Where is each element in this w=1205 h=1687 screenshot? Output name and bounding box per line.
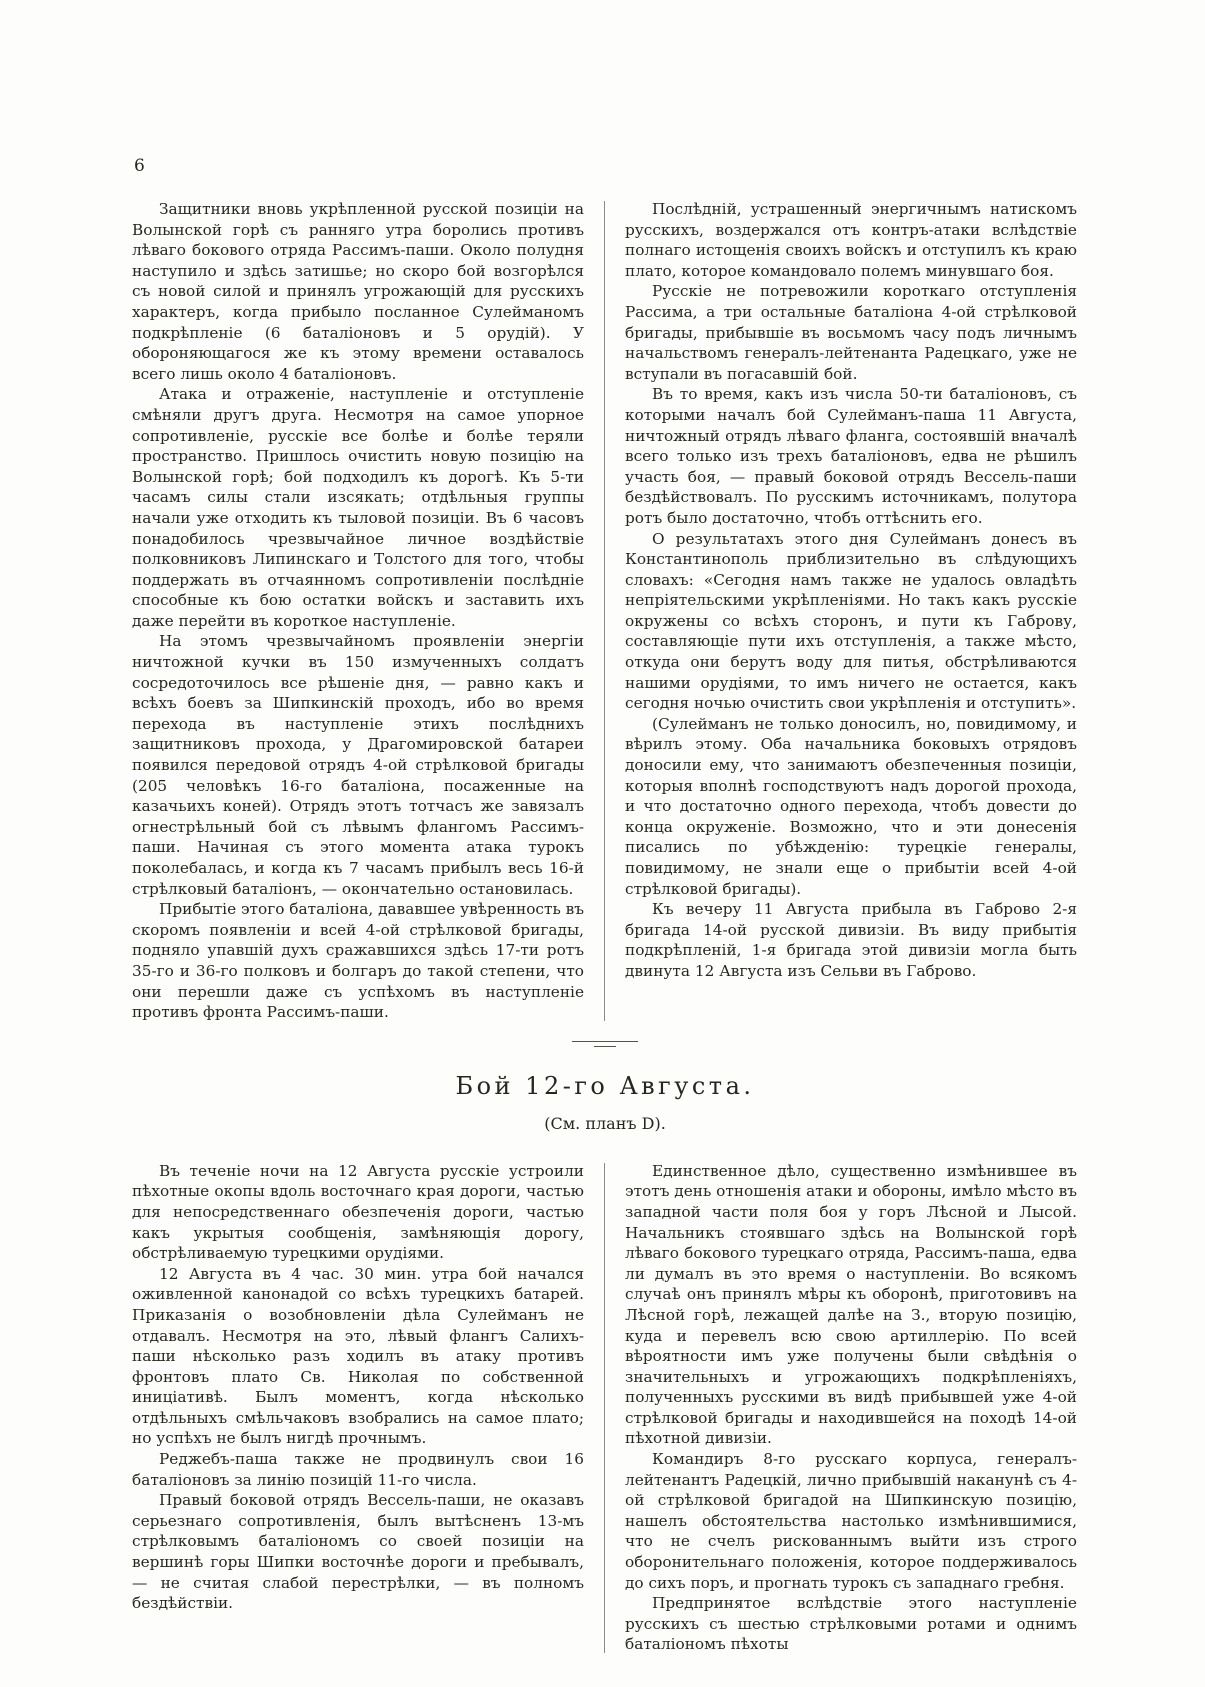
paragraph: Въ то время, какъ изъ числа 50-ти баталіоновъ, съ которыми началъ бой Сулейманъ-паша 11 Августа, ничтожный отрядъ лѣваго фланга, состоявшій вначалѣ всего только изъ трехъ баталіоновъ, едва не рѣшилъ участь боя, — правый боковой отрядъ Вессель-паши бездѣйствовалъ. По русскимъ источникамъ, полутора ротъ было достаточно, чтобъ оттѣснить его.	[625, 385, 1077, 527]
paragraph: Защитники вновь укрѣпленной русской позиціи на Волынской горѣ съ ранняго утра боролись противъ лѣваго бокового отряда Рассимъ-паши. Около полудня наступило и здѣсь затишье; но скоро бой возгорѣлся съ новой силой и принялъ угрожающій для русскихъ характеръ, когда прибыло посланное Сулейманомъ подкрѣпленіе (6 баталіоновъ и 5 орудій). У обороняющагося же къ этому времени оставалось всего лишь около 4 баталіоновъ.	[132, 200, 584, 383]
paragraph: Въ теченіе ночи на 12 Августа русскіе устроили пѣхотные окопы вдоль восточнаго края дороги, частью для непосредственнаго обезпеченія дороги, частью какъ укрытыя сообщенія, замѣняющія дорогу, обстрѣливаемую турецкими орудіями.	[132, 1161, 584, 1263]
page-content	[132, 158, 1078, 1655]
paragraph: Русскіе не потревожили короткаго отступленія Рассима, а три остальные баталіона 4-ой стрѣлковой бригады, прибывшіе въ восьмомъ часу подъ личнымъ начальствомъ генералъ-лейтенанта Радецкаго, уже не вступали въ погасавшій бой.	[625, 282, 1077, 383]
section-1	[132, 199, 1078, 1023]
paragraph: Единственное дѣло, существенно измѣнившее въ этотъ день отношенія атаки и обороны, имѣло мѣсто въ западной части поля боя у горъ Лѣсной и Лысой. Начальникъ стоявшаго здѣсь на Волынской горѣ лѣваго бокового турецкаго отряда, Рассимъ-паша, едва ли думалъ въ это время о наступленіи. Во всякомъ случаѣ онъ принялъ мѣры къ оборонѣ, приготовивъ на Лѣсной горѣ, лежащей далѣе на З., вторую позицію, куда и перевелъ всю свою артиллерію. По всей вѣроятности имъ уже получены были свѣдѣнія о значительныхъ и угрожающихъ подкрѣпленіяхъ, полученныхъ русскими въ видѣ прибывшей уже 4-ой стрѣлковой бригады и находившейся на походѣ 14-ой пѣхотной дивизіи.	[625, 1161, 1077, 1448]
paragraph: Прибытіе этого баталіона, дававшее увѣренность въ скоромъ появленіи и всей 4-ой стрѣлковой бригады, подняло упавшій духъ сражавшихся здѣсь 17-ти ротъ 35-го и 36-го полковъ и болгаръ до такой степени, что они перешли даже съ успѣхомъ въ наступленіе противъ фронта Рассимъ-паши.	[132, 900, 584, 1022]
section-1-left-column	[132, 199, 584, 1023]
section-2	[132, 1161, 1078, 1655]
paragraph: Послѣдній, устрашенный энергичнымъ натискомъ русскихъ, воздержался отъ контръ-атаки вслѣдствіе полнаго истощенія своихъ войскъ и отступилъ къ краю плато, которое командовало полемъ минувшаго боя.	[625, 200, 1077, 280]
section-2-left-column	[132, 1161, 584, 1655]
section-break-rule	[572, 1041, 638, 1042]
column-divider-rule	[604, 1163, 605, 1653]
page-number: 6	[134, 156, 145, 176]
column-divider-rule	[604, 201, 605, 1021]
paragraph: Предпринятое вслѣдствіе этого наступленіе русскихъ съ шестью стрѣлковыми ротами и однимъ баталіономъ пѣхоты	[625, 1594, 1077, 1654]
chapter-subheading: (См. планъ D).	[544, 1113, 666, 1133]
paragraph: О результатахъ этого дня Сулейманъ донесъ въ Константинополь приблизительно въ слѣдующихъ словахъ: «Сегодня намъ также не удалось овладѣть непріятельскими укрѣпленіями. Но такъ какъ русскіе окружены со всѣхъ сторонъ, и пути къ Габрову, составляющіе пути ихъ отступленія, а также мѣсто, откуда они берутъ воду для питья, обстрѣливаются нашими орудіями, то имъ ничего не остается, какъ сегодня ночью очистить свои укрѣпленія и отступить».	[625, 529, 1077, 713]
section-break-rule-small	[594, 1046, 616, 1047]
paragraph: Атака и отраженіе, наступленіе и отступленіе смѣняли другъ друга. Несмотря на самое упорное сопротивленіе, русскіе все болѣе и болѣе теряли пространство. Пришлось очистить новую позицію на Волынской горѣ; бой подходилъ къ дорогѣ. Къ 5-ти часамъ силы стали изсякать; отдѣльныя группы начали уже отходить къ тыловой позиціи. Въ 6 часовъ понадобилось чрезвычайное личное воздѣйствіе полковниковъ Липинскаго и Толстого для того, чтобы поддержать въ отчаянномъ сопротивленіи послѣдніе способные къ бою остатки войскъ и заставить ихъ даже перейти въ короткое наступленіе.	[132, 385, 584, 630]
paragraph: Реджебъ-паша также не продвинулъ свои 16 баталіоновъ за линію позицій 11-го числа.	[132, 1450, 584, 1489]
paragraph: 12 Августа въ 4 час. 30 мин. утра бой начался оживленной канонадой со всѣхъ турецкихъ батарей. Приказанія о возобновленіи дѣла Сулейманъ не отдавалъ. Несмотря на это, лѣвый флангъ Салихъ-паши нѣсколько разъ ходилъ въ атаку противъ фронтовъ плато Св. Николая по собственной иниціативѣ. Былъ моментъ, когда нѣсколько отдѣльныхъ смѣльчаковъ взобрались на самое плато; но успѣхъ не былъ нигдѣ прочнымъ.	[132, 1264, 584, 1448]
paragraph: Правый боковой отрядъ Вессель-паши, не оказавъ серьезнаго сопротивленія, былъ вытѣсненъ 13-мъ стрѣлковымъ баталіономъ со своей позиціи на вершинѣ горы Шипки восточнѣе дороги и пребывалъ, — не считая слабой перестрѣлки, — въ полномъ бездѣйствіи.	[132, 1491, 584, 1613]
paragraph: Къ вечеру 11 Августа прибыла въ Габрово 2-я бригада 14-ой русской дивизіи. Въ виду прибытія подкрѣпленій, 1-я бригада этой дивизіи могла быть двинута 12 Августа изъ Сельви въ Габрово.	[625, 900, 1077, 980]
paragraph: (Сулейманъ не только доносилъ, но, повидимому, и вѣрилъ этому. Оба начальника боковыхъ отрядовъ доносили ему, что занимаютъ обезпеченныя позиціи, которыя вполнѣ господствуютъ надъ дорогой прохода, и что достаточно одного перехода, чтобъ довести до конца окруженіе. Возможно, что и эти донесенія писались по убѣжденію: турецкіе генералы, повидимому, не знали еще о прибытіи всей 4-ой стрѣлковой бригады).	[625, 714, 1077, 898]
section-2-right-column	[625, 1161, 1077, 1655]
section-1-right-column	[625, 199, 1077, 1023]
paragraph: На этомъ чрезвычайномъ проявленіи энергіи ничтожной кучки въ 150 измученныхъ солдатъ сосредоточилось все рѣшеніе дня, — равно какъ и всѣхъ боевъ за Шипкинскій проходъ, ибо во время перехода въ наступленіе этихъ послѣднихъ защитниковъ прохода, у Драгомировской батареи появился передовой отрядъ 4-ой стрѣлковой бригады (205 человѣкъ 16-го баталіона, посаженные на казачьихъ коней). Отрядъ этотъ тотчасъ же завязалъ огнестрѣльный бой съ лѣвымъ флангомъ Рассимъ-паши. Начиная съ этого момента атака турокъ поколебалась, и когда къ 7 часамъ прибылъ весь 16-й стрѣлковый баталіонъ, — окончательно остановилась.	[132, 632, 584, 898]
chapter-heading: Бой 12-го Августа.	[455, 1071, 755, 1100]
paragraph: Командиръ 8-го русскаго корпуса, генералъ-лейтенантъ Радецкій, лично прибывшій наканунѣ съ 4-ой стрѣлковой бригадой на Шипкинскую позицію, нашелъ обстоятельства настолько измѣнившимися, что не счелъ рискованнымъ выйти изъ строго оборонительнаго положенія, которое поддерживалось до сихъ поръ, и прогнать турокъ съ западнаго гребня.	[625, 1450, 1077, 1592]
